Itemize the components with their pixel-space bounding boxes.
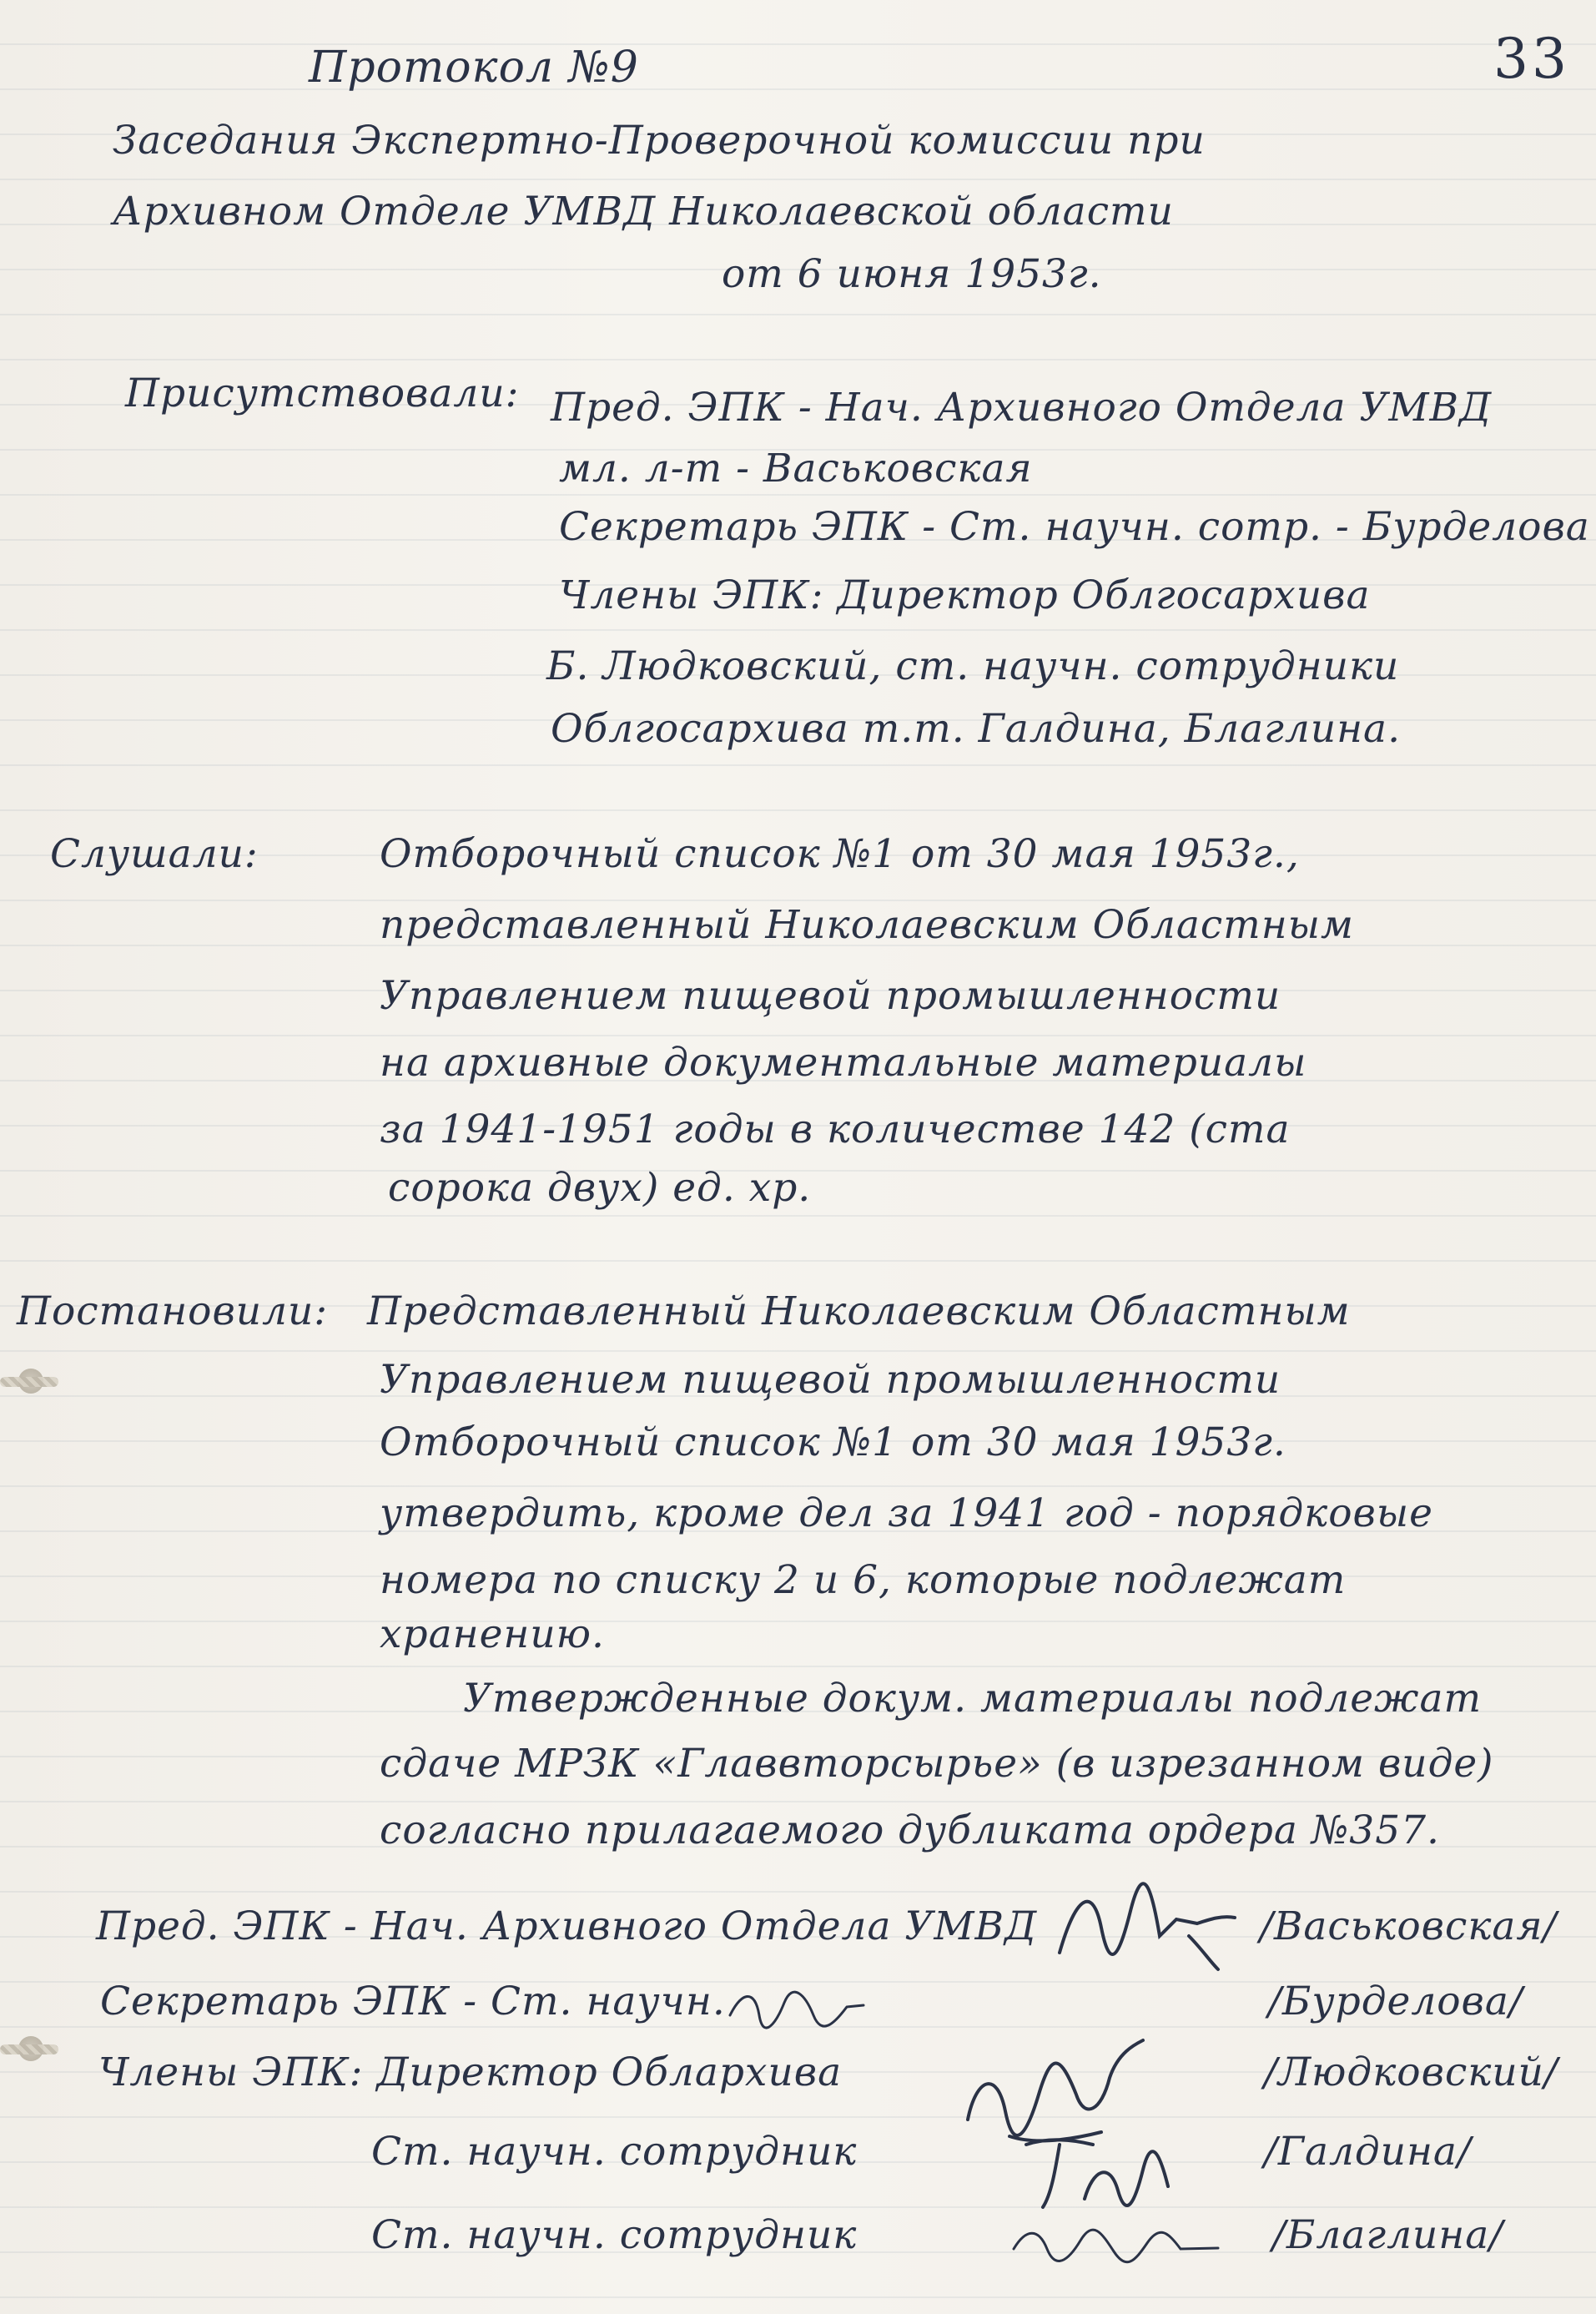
binding-thread [0, 1377, 58, 1387]
handwritten-signature [726, 1982, 868, 2032]
header-date: от 6 июня 1953г. [722, 251, 1102, 297]
signature-role: Ст. научн. сотрудник [371, 2129, 858, 2175]
signature-name: /Галдина/ [1264, 2129, 1472, 2175]
resolved-line: Управлением пищевой промышленности [380, 1357, 1281, 1403]
attendees-line: Секретарь ЭПК - Ст. научн. сотр. - Бурделова [559, 504, 1590, 550]
heard-line: Отборочный список №1 от 30 мая 1953г., [380, 831, 1300, 877]
protocol-title: Протокол №9 [309, 43, 639, 93]
attendees-line: Облгосархива т.т. Галдина, Благлина. [551, 706, 1402, 752]
signature-role: Члены ЭПК: Директор Облархива [98, 2049, 843, 2095]
resolved-line: согласно прилагаемого дубликата ордера №357. [380, 1807, 1440, 1853]
header-line-2: Архивном Отделе УМВД Николаевской области [113, 189, 1174, 234]
heard-label: Слушали: [50, 831, 259, 877]
attendees-line: Б. Людковский, ст. научн. сотрудники [546, 643, 1400, 689]
heard-line: за 1941-1951 годы в количестве 142 (ста [380, 1107, 1291, 1152]
signature-name: /Васьковская/ [1260, 1903, 1558, 1949]
signature-name: /Благлина/ [1272, 2212, 1504, 2258]
signature-name: /Бурделова/ [1268, 1979, 1523, 2024]
handwritten-signature [1009, 2220, 1226, 2270]
binding-thread [0, 2044, 58, 2054]
resolved-line: Утвержденные докум. материалы подлежат [463, 1676, 1483, 1722]
attendees-line: Члены ЭПК: Директор Облгосархива [559, 572, 1371, 618]
heard-line: сорока двух) ед. хр. [388, 1165, 812, 1211]
heard-line: представленный Николаевским Областным [380, 902, 1354, 948]
signature-role: Секретарь ЭПК - Ст. научн. [100, 1979, 726, 2024]
attendees-line: мл. л-т - Васьковская [559, 446, 1033, 492]
handwritten-signature [1051, 1878, 1243, 1978]
handwritten-signature [1018, 2120, 1185, 2220]
heard-line: Управлением пищевой промышленности [380, 973, 1281, 1019]
resolved-line: Отборочный список №1 от 30 мая 1953г. [380, 1419, 1286, 1465]
signature-role: Пред. ЭПК - Нач. Архивного Отдела УМВД [96, 1903, 1038, 1949]
header-line-1: Заседания Экспертно-Проверочной комиссии при [113, 118, 1206, 164]
resolved-line: сдаче МРЗК «Главвторсырье» (в изрезанном виде) [380, 1741, 1494, 1787]
heard-line: на архивные документальные материалы [380, 1040, 1307, 1086]
attendees-label: Присутствовали: [125, 371, 520, 416]
page-number: 33 [1493, 27, 1570, 91]
attendees-line: Пред. ЭПК - Нач. Архивного Отдела УМВД [551, 385, 1493, 431]
resolved-line: номера по списку 2 и 6, которые подлежат [380, 1557, 1347, 1603]
signature-role: Ст. научн. сотрудник [371, 2212, 858, 2258]
resolved-line: хранению. [380, 1611, 605, 1657]
resolved-label: Постановили: [17, 1288, 329, 1334]
resolved-line: Представленный Николаевским Областным [367, 1288, 1351, 1334]
signature-name: /Людковский/ [1264, 2049, 1558, 2095]
resolved-line: утвердить, кроме дел за 1941 год - порядковые [380, 1490, 1433, 1536]
